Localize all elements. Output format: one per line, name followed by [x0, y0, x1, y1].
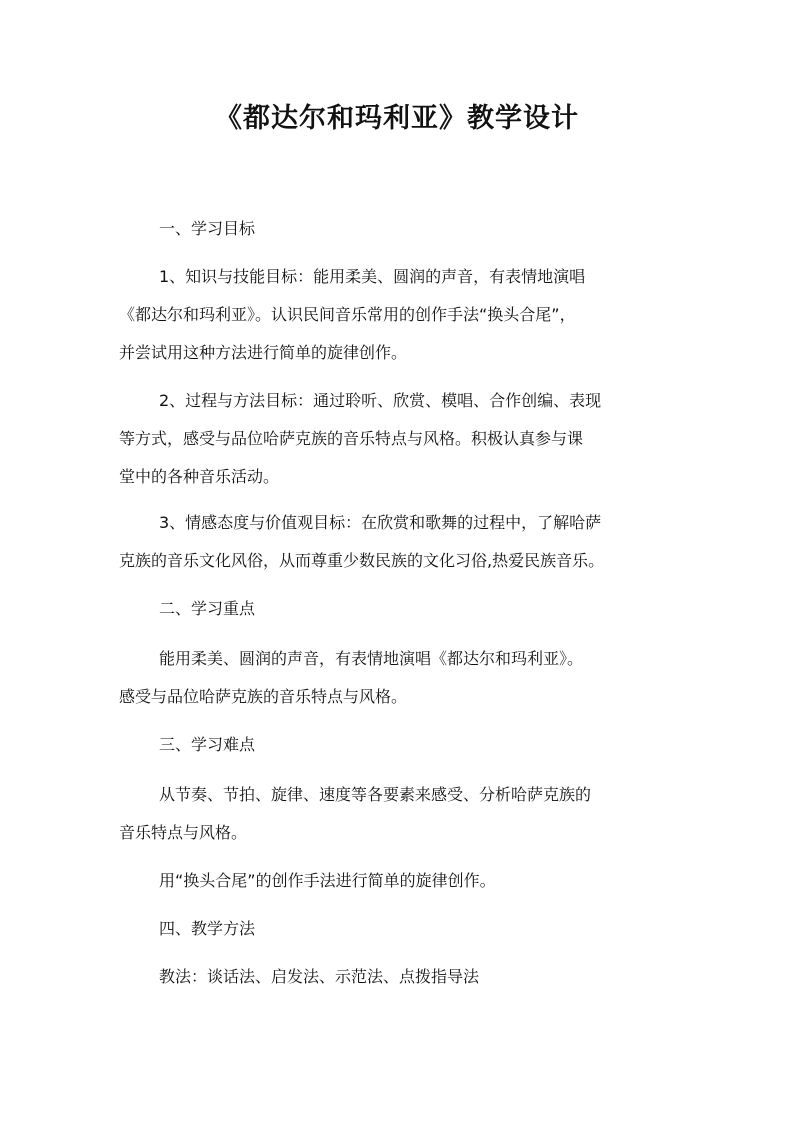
paragraph-line: 2、过程与方法目标：通过聆听、欣赏、模唱、合作创编、表现 [159, 391, 602, 410]
section-heading-difficulties: 三、学习难点 [159, 735, 256, 754]
document-title: 《都达尔和玛利亚》教学设计 [215, 103, 579, 134]
section-heading-methods: 四、教学方法 [159, 919, 256, 938]
paragraph-line: 《都达尔和玛利亚》。认识民间音乐常用的创作手法“换头合尾”， [119, 305, 576, 324]
paragraph-line: 3、情感态度与价值观目标：在欣赏和歌舞的过程中，了解哈萨 [159, 513, 602, 532]
paragraph-key-points [119, 644, 689, 712]
paragraph-line: 等方式，感受与品位哈萨克族的音乐特点与风格。积极认真参与课 [119, 429, 584, 448]
paragraph-knowledge-goal [119, 262, 689, 368]
paragraph-difficulty-creation [119, 866, 689, 896]
paragraph-difficulty-analysis [119, 780, 689, 848]
paragraph-line: 音乐特点与风格。 [119, 823, 248, 842]
paragraph-line: 教法：谈话法、启发法、示范法、点拨指导法 [159, 967, 480, 986]
section-heading-key-points: 二、学习重点 [159, 599, 256, 618]
paragraph-line: 能用柔美、圆润的声音，有表情地演唱《都达尔和玛利亚》。 [159, 649, 584, 668]
paragraph-line: 并尝试用这种方法进行简单的旋律创作。 [119, 343, 408, 362]
paragraph-line: 克族的音乐文化风俗，从而尊重少数民族的文化习俗,热爱民族音乐。 [119, 551, 605, 570]
paragraph-line: 感受与品位哈萨克族的音乐特点与风格。 [119, 687, 408, 706]
paragraph-process-goal [119, 386, 689, 492]
paragraph-emotion-goal [119, 508, 689, 576]
paragraph-line: 从节奏、节拍、旋律、速度等各要素来感受、分析哈萨克族的 [159, 785, 592, 804]
section-heading-goals: 一、学习目标 [159, 219, 256, 238]
paragraph-line: 用“换头合尾”的创作手法进行简单的旋律创作。 [159, 871, 496, 890]
paragraph-teaching-methods [119, 962, 689, 992]
paragraph-line: 1、知识与技能目标：能用柔美、圆润的声音，有表情地演唱 [159, 267, 586, 286]
paragraph-line: 堂中的各种音乐活动。 [119, 467, 280, 486]
